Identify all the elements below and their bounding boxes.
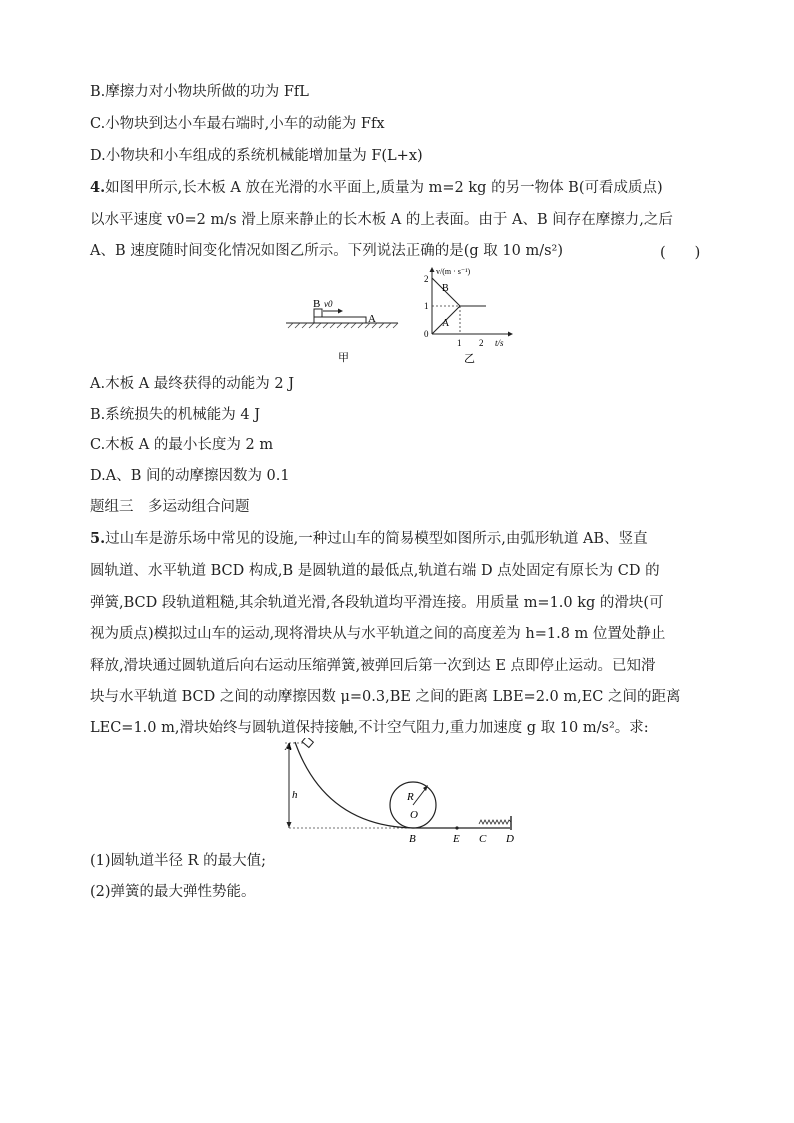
block-b [314,309,322,317]
q5-stem-line1: 5.过山车是游乐场中常见的设施,一种过山车的简易模型如图所示,由弧形轨道 AB、竖直 [90,530,648,547]
spring [479,820,511,824]
y-axis-label: v/(m · s⁻¹) [436,267,471,276]
q5-stem-line6: 块与水平轨道 BCD 之间的动摩擦因数 μ=0.3,BE 之间的距离 LBE=2.0 m,EC 之间的距离 [90,689,681,705]
q3-option-c: C.小物块到达小车最右端时,小车的动能为 Ffx [90,116,385,132]
q5-stem-line7: LEC=1.0 m,滑块始终与圆轨道保持接触,不计空气阻力,重力加速度 g 取 10 m/s²。求: [90,720,649,736]
label-v0: v0 [324,299,333,309]
label-c: C [479,833,487,845]
q4-option-b: B.系统损失的机械能为 4 J [90,407,261,423]
velocity-arrowhead [338,309,343,314]
board-a [314,317,366,323]
q5-stem-line3: 弹簧,BCD 段轨道粗糙,其余轨道光滑,各段轨道均平滑连接。用质量 m=1.0 kg 的滑块(可 [90,595,664,611]
radius-line [413,788,426,805]
arc-track-ab [295,742,413,828]
label-b: B [409,833,416,845]
q4-stem-line3: A、B 速度随时间变化情况如图乙所示。下列说法正确的是(g 取 10 m/s²) [90,243,563,259]
q4-option-c: C.木板 A 的最小长度为 2 m [90,437,274,453]
label-b: B [313,298,321,310]
x-tick-1: 1 [457,338,462,348]
q5-sub2: (2)弹簧的最大弹性势能。 [90,884,256,900]
label-e: E [453,833,460,845]
q5-stem-line2: 圆轨道、水平轨道 BCD 构成,B 是圆轨道的最低点,轨道右端 D 点处固定有原长为 CD 的 [90,563,660,579]
label-a: A [368,313,376,325]
x-axis-label: t/s [495,338,504,348]
q4-figure-jia [280,290,410,370]
v-axis-arrow [430,267,435,272]
q3-option-b: B.摩擦力对小物块所做的功为 FfL [90,84,309,100]
q4-stem-line2: 以水平速度 v0=2 m/s 滑上原来静止的长木板 A 的上表面。由于 A、B 间存在摩擦力,之后 [90,212,673,228]
label-a: A [285,741,292,753]
q4-stem-line1: 4.如图甲所示,长木板 A 放在光滑的水平面上,质量为 m=2 kg 的另一物体 B(可看成质点) [90,179,663,196]
series-b-label: B [442,283,449,294]
q4-figure-yi [420,264,520,372]
point-e [455,826,458,829]
q4-answer-blank: ( ) [660,245,701,261]
t-axis-arrow [508,332,513,337]
x-tick-2: 2 [479,338,484,348]
q5-stem-line4: 视为质点)模拟过山车的运动,现将滑块从与水平轨道之间的高度差为 h=1.8 m 位置处静止 [90,626,666,642]
y-tick-0: 0 [424,329,429,339]
label-r: R [407,791,414,803]
section-title: 题组三 多运动组合问题 [90,499,250,515]
label-d: D [506,833,514,845]
label-h: h [292,789,298,801]
q4-option-d: D.A、B 间的动摩擦因数为 0.1 [90,468,290,484]
q5-number: 5. [90,530,106,547]
series-a-label: A [442,318,450,329]
q4-number: 4. [90,179,106,196]
caption-yi: 乙 [464,353,475,365]
q3-option-d: D.小物块和小车组成的系统机械能增加量为 F(L+x) [90,148,423,164]
y-tick-1: 1 [424,301,429,311]
q5-stem-line5: 释放,滑块通过圆轨道后向右运动压缩弹簧,被弹回后第一次到达 E 点即停止运动。已知滑 [90,658,656,674]
q4-option-a: A.木板 A 最终获得的动能为 2 J [90,376,295,392]
caption-jia: 甲 [338,352,349,364]
label-o: O [410,809,418,821]
ground-hatching [288,323,398,328]
slider-block [302,738,313,748]
q5-figure [275,738,525,848]
q5-sub1: (1)圆轨道半径 R 的最大值; [90,853,267,869]
y-tick-2: 2 [424,274,429,284]
height-arrow-bottom [287,822,292,828]
